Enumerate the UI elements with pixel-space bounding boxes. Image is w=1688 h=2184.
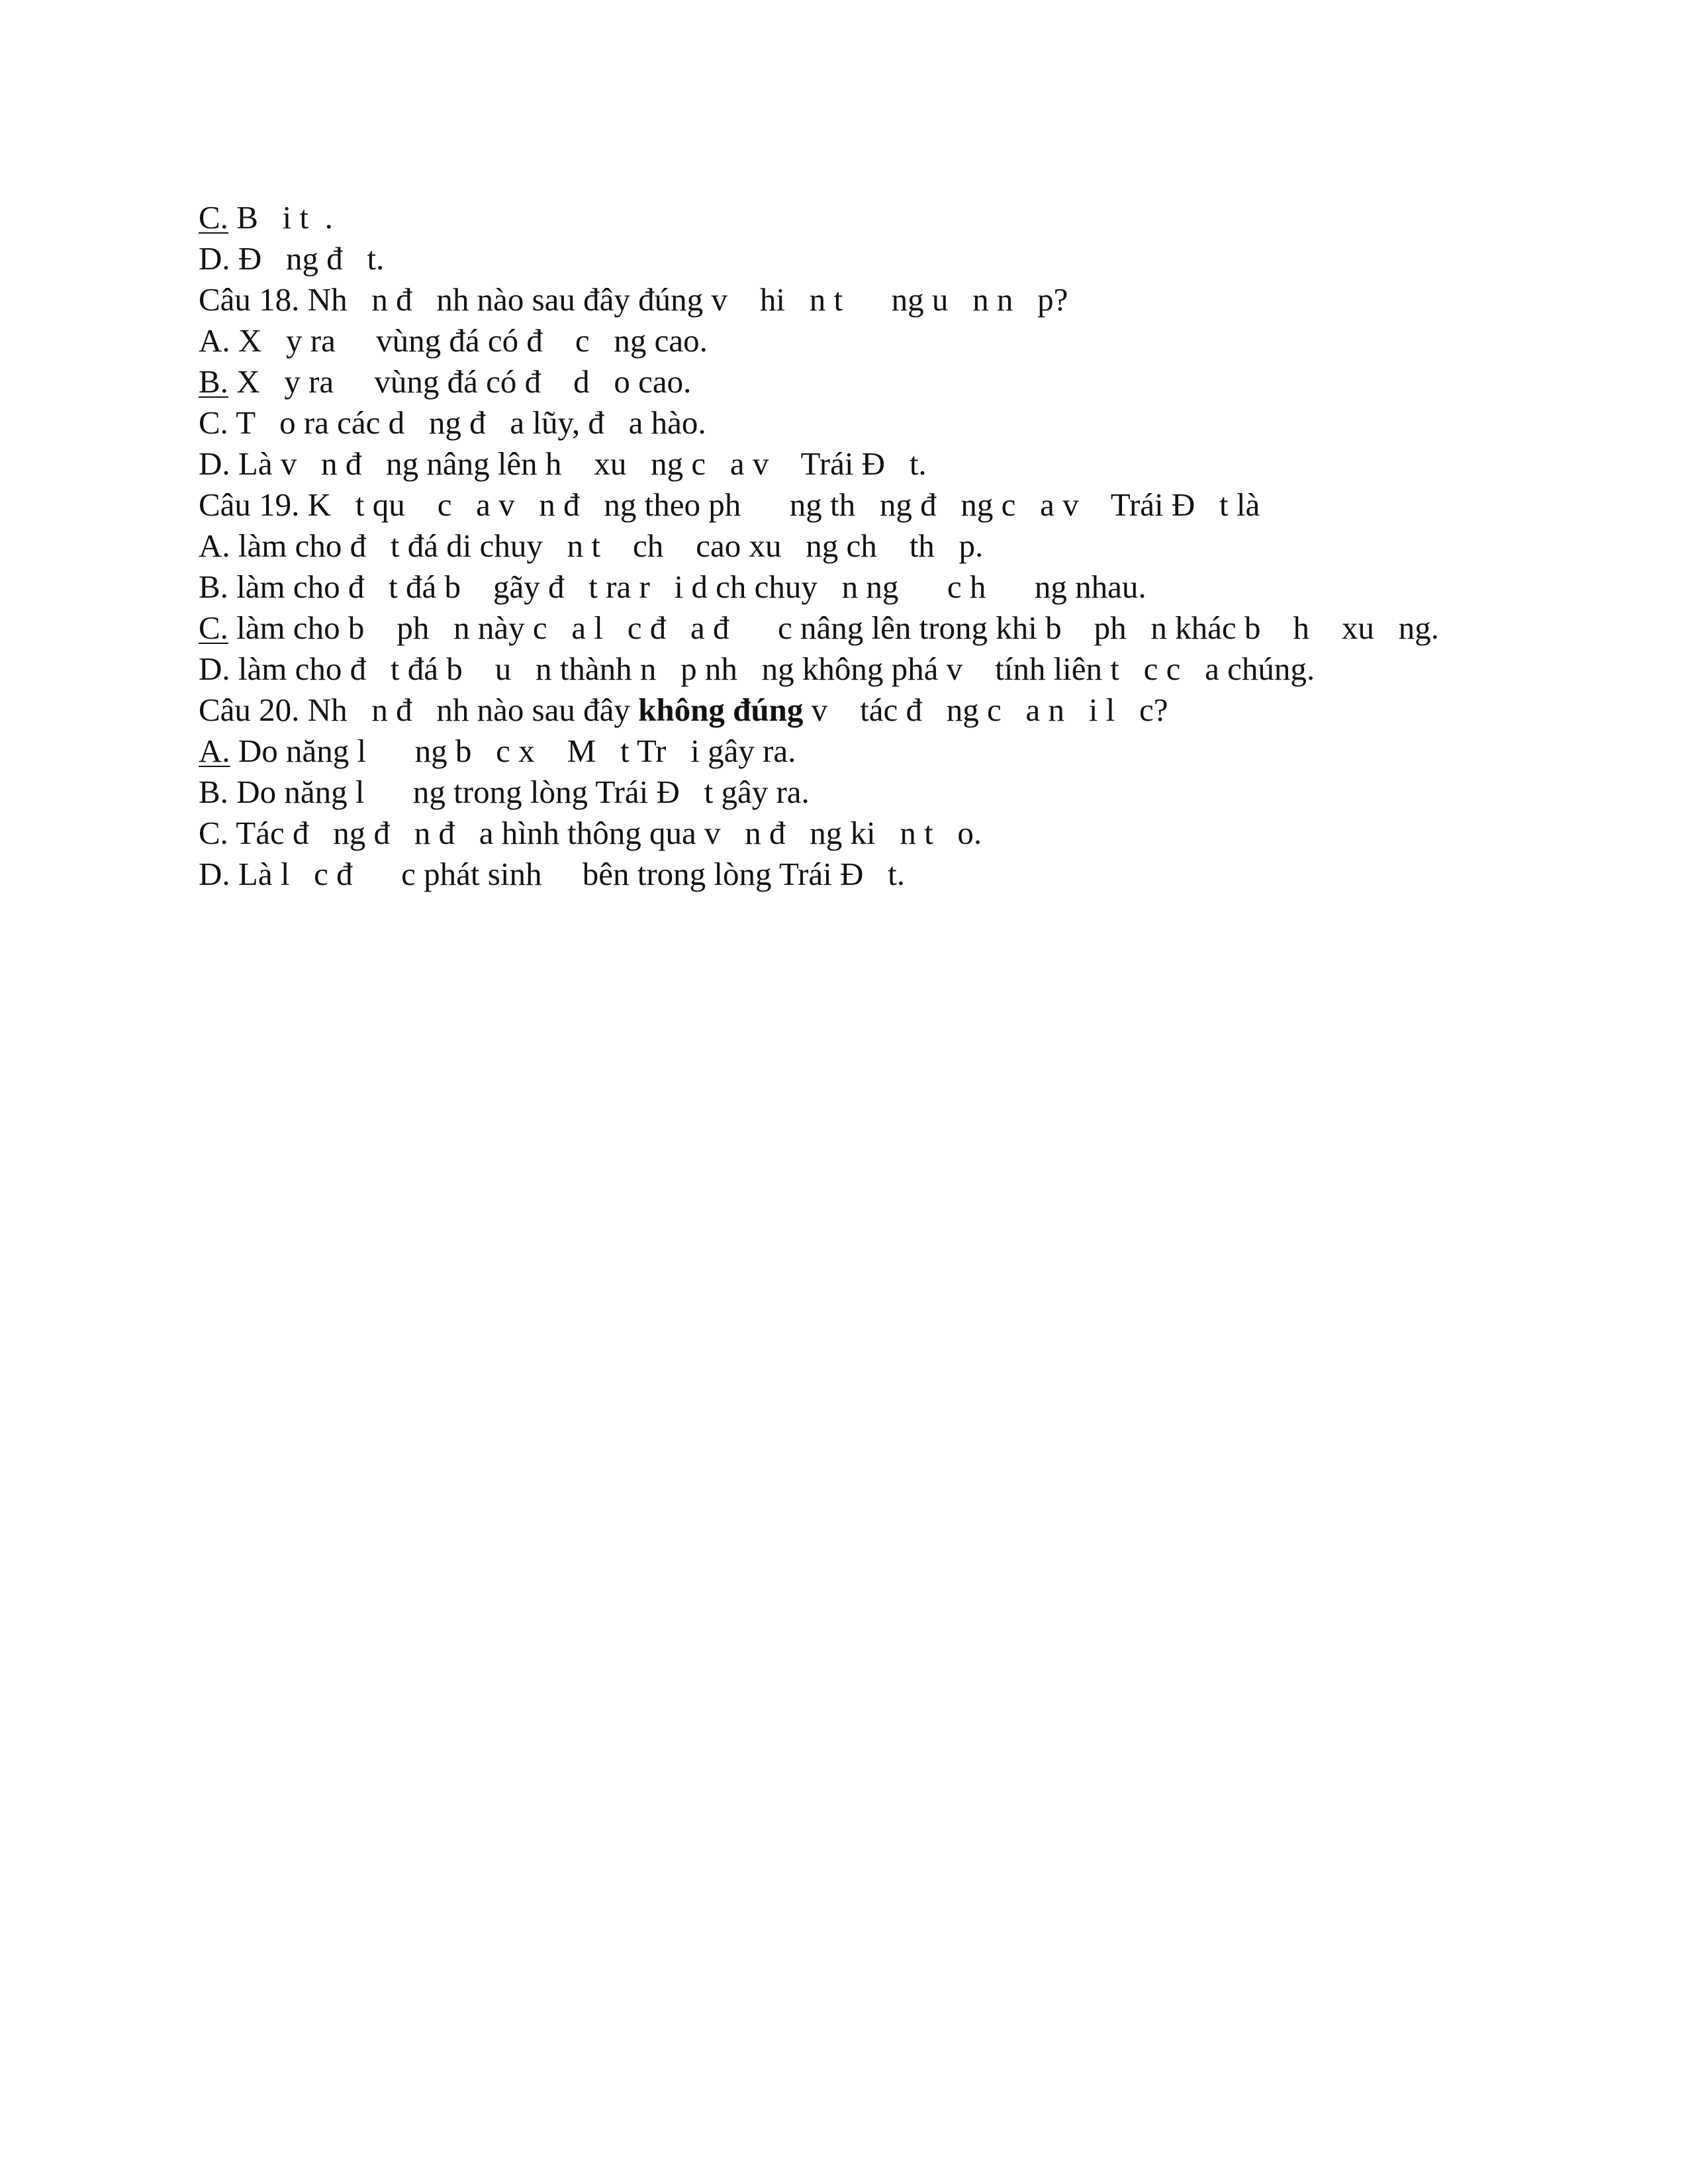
- answer-option-c-q17: [199, 197, 1523, 238]
- answer-option-a-q20: [199, 731, 1523, 772]
- question-label: Câu 18.: [199, 281, 300, 318]
- option-text: T o ra các d ng đ a lũy, đ a hào.: [228, 404, 706, 441]
- question-20: [199, 690, 1523, 731]
- option-label: B.: [199, 363, 228, 400]
- option-text: làm cho đ t đá di chuy n t ch cao xu ng ch th p.: [230, 527, 984, 564]
- answer-option-b-q19: [199, 567, 1523, 608]
- question-label: Câu 19.: [199, 486, 300, 523]
- option-label: C.: [199, 610, 228, 646]
- option-label: C.: [199, 404, 228, 441]
- option-label: A.: [199, 322, 230, 359]
- option-label: D.: [199, 445, 230, 482]
- question-emphasis: không đúng: [638, 692, 804, 728]
- answer-option-b-q20: [199, 772, 1523, 813]
- answer-option-b-q18: [199, 361, 1523, 402]
- question-label: Câu 20.: [199, 692, 300, 728]
- answer-option-d-q18: [199, 443, 1523, 484]
- option-text: Do năng l ng b c x M t Tr i gây ra.: [230, 733, 796, 769]
- option-label: D.: [199, 240, 230, 277]
- option-text: Là l c đ c phát sinh bên trong lòng Trái Đ t.: [230, 856, 906, 892]
- option-label: C.: [199, 815, 228, 851]
- option-text: Đ ng đ t.: [230, 240, 385, 277]
- option-label: D.: [199, 651, 230, 687]
- answer-option-d-q19: [199, 649, 1523, 690]
- question-text: Nh n đ nh nào sau đây: [299, 692, 639, 728]
- option-text: B i t .: [228, 199, 333, 236]
- option-label: C.: [199, 199, 228, 236]
- question-text-tail: v tác đ ng c a n i l c?: [803, 692, 1168, 728]
- option-text: X y ra vùng đá có đ c ng cao.: [230, 322, 708, 359]
- option-label: A.: [199, 733, 230, 769]
- question-text: K t qu c a v n đ ng theo ph ng th ng đ ng c a v Trái Đ t là: [299, 486, 1260, 523]
- question-18: [199, 279, 1523, 320]
- option-label: B.: [199, 569, 228, 605]
- option-text: làm cho b ph n này c a l c đ a đ c nâng lên trong khi b ph n khác b h xu ng.: [228, 610, 1439, 646]
- answer-option-d-q17: [199, 238, 1523, 279]
- option-text: Do năng l ng trong lòng Trái Đ t gây ra.: [228, 774, 810, 810]
- option-text: làm cho đ t đá b u n thành n p nh ng không phá v tính liên t c c a chúng.: [230, 651, 1315, 687]
- document-page: [199, 197, 1523, 895]
- answer-option-c-q20: [199, 813, 1523, 854]
- answer-option-a-q18: [199, 320, 1523, 361]
- question-text: Nh n đ nh nào sau đây đúng v hi n t ng u n n p?: [299, 281, 1068, 318]
- answer-option-c-q18: [199, 402, 1523, 443]
- option-label: D.: [199, 856, 230, 892]
- option-text: X y ra vùng đá có đ d o cao.: [228, 363, 692, 400]
- answer-option-c-q19: [199, 608, 1523, 649]
- option-text: Là v n đ ng nâng lên h xu ng c a v Trái Đ t.: [230, 445, 927, 482]
- option-label: A.: [199, 527, 230, 564]
- option-text: Tác đ ng đ n đ a hình thông qua v n đ ng ki n t o.: [228, 815, 982, 851]
- answer-option-a-q19: [199, 525, 1523, 567]
- option-text: làm cho đ t đá b gãy đ t ra r i d ch chuy n ng c h ng nhau.: [228, 569, 1147, 605]
- question-19: [199, 484, 1523, 525]
- answer-option-d-q20: [199, 854, 1523, 895]
- option-label: B.: [199, 774, 228, 810]
